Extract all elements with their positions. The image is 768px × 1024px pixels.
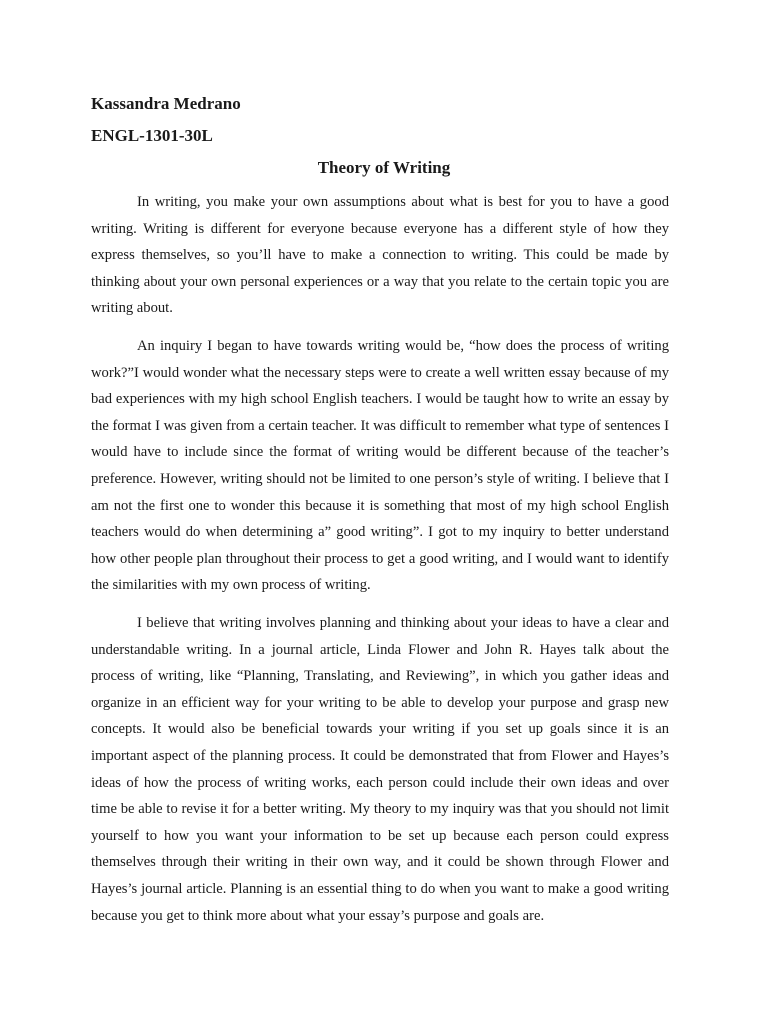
course-code: ENGL-1301-30L <box>91 126 213 145</box>
essay-title: Theory of Writing <box>317 158 451 177</box>
paragraph-3: I believe that writing involves planning and thinking about your ideas to have a clear and understandable writing. In a journal article, Linda Flower and John R. Hayes talk about the process of writing, like “Planning, Translating, and Reviewing”, in which you gather ideas and organize in an efficient way for your writing to be able to develop your purpose and grasp new concepts. It would also be beneficial towards your writing if you set up goals since it is an important aspect of the planning process. It could be demonstrated that from Flower and Hayes’s ideas of how the process of writing works, each person could include their own ideas and over time be able to revise it for a better writing. My theory to my inquiry was that you should not limit yourself to how you want your information to be set up because each person could express themselves through their writing in their own way, and it could be shown through Flower and Hayes’s journal article. Planning is an essential thing to do when you want to make a good writing because you get to think more about what your essay’s purpose and goals are. <box>91 615 669 924</box>
paragraph-1: In writing, you make your own assumptions about what is best for you to have a good writing. Writing is different for everyone because everyone has a different style of how they express themselves, so you’ll have to make a connection to writing. This could be made by thinking about your own personal experiences or a way that you relate to the certain topic you are writing about. <box>91 194 669 317</box>
author-name: Kassandra Medrano <box>91 94 241 113</box>
paragraph-2: An inquiry I began to have towards writing would be, “how does the process of writing work?”I would wonder what the necessary steps were to create a well written essay because of my bad experiences with my high school English teachers. I would be taught how to write an essay by the format I was given from a certain teacher. It was difficult to remember what type of sentences I would have to include since the format of writing would be different because of the teacher’s preference. However, writing should not be limited to one person’s style of writing. I believe that I am not the first one to wonder this because it is something that most of my high school English teachers would do when determining a” good writing”. I got to my inquiry to better understand how other people plan throughout their process to get a good writing, and I would want to identify the similarities with my own process of writing. <box>91 338 669 594</box>
